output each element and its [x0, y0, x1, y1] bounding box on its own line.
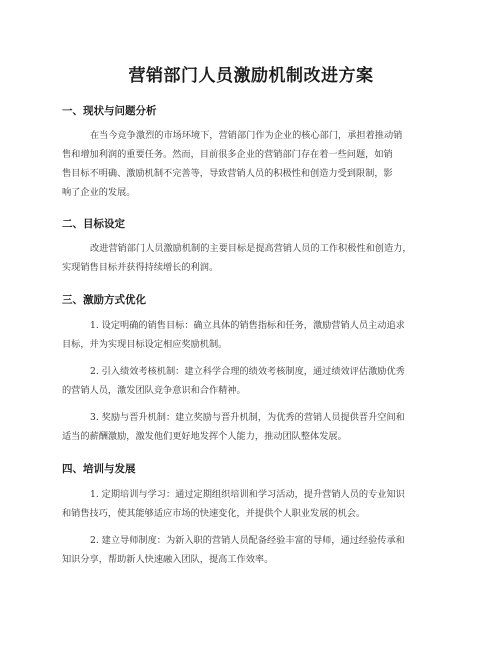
paragraph-line: 响了企业的发展。 — [62, 187, 136, 198]
paragraph-line: 在当今竞争激烈的市场环境下，营销部门作为企业的核心部门，承担着推动销 — [90, 130, 403, 141]
paragraph-line: 2. 建立导师制度：为新入职的营销人员配备经验丰富的导师，通过经验传承和 — [90, 535, 405, 546]
section-heading-status-analysis: 一、现状与问题分析 — [62, 105, 157, 117]
section-heading-incentive-optimization: 三、激励方式优化 — [62, 294, 146, 306]
paragraph-sales-targets — [62, 316, 442, 354]
paragraph-performance-review — [62, 362, 442, 400]
document-title: 营销部门人员激励机制改进方案 — [128, 66, 374, 86]
paragraph-line: 实现销售目标并获得持续增长的利润。 — [62, 262, 219, 273]
section-heading-training-development: 四、培训与发展 — [62, 463, 136, 475]
paragraph-line: 售和增加利润的重要任务。然而，目前很多企业的营销部门存在着一些问题，如销 — [62, 149, 393, 160]
section-heading-goal-setting: 二、目标设定 — [62, 218, 125, 230]
paragraph-line: 1. 设定明确的销售目标：确立具体的销售指标和任务，激励营销人员主动追求 — [90, 320, 405, 331]
paragraph-line: 适当的薪酬激励，激发他们更好地发挥个人能力，推动团队整体发展。 — [62, 431, 347, 442]
paragraph-line: 售目标不明确、激励机制不完善等，导致营销人员的积极性和创造力受到限制，影 — [62, 168, 393, 179]
paragraph-line: 的营销人员，激发团队竞争意识和合作精神。 — [62, 385, 246, 396]
paragraph-line: 和销售技巧，使其能够适应市场的快速变化，并提供个人职业发展的机会。 — [62, 508, 366, 519]
paragraph-regular-training — [62, 485, 442, 523]
paragraph-line: 3. 奖励与晋升机制：建立奖励与晋升机制，为优秀的营销人员提供晋升空间和 — [90, 412, 405, 423]
paragraph-goal-setting — [62, 239, 442, 277]
paragraph-line: 知识分享，帮助新人快速融入团队，提高工作效率。 — [62, 554, 274, 565]
paragraph-line: 1. 定期培训与学习：通过定期组织培训和学习活动，提升营销人员的专业知识 — [90, 489, 405, 500]
paragraph-mentor-system — [62, 531, 442, 569]
paragraph-line: 改进营销部门人员激励机制的主要目标是提高营销人员的工作积极性和创造力， — [90, 243, 412, 254]
paragraph-reward-promotion — [62, 408, 442, 446]
paragraph-line: 目标，并为实现目标设定相应奖励机制。 — [62, 339, 228, 350]
paragraph-status-analysis — [62, 126, 442, 202]
paragraph-line: 2. 引入绩效考核机制：建立科学合理的绩效考核制度，通过绩效评估激励优秀 — [90, 366, 405, 377]
